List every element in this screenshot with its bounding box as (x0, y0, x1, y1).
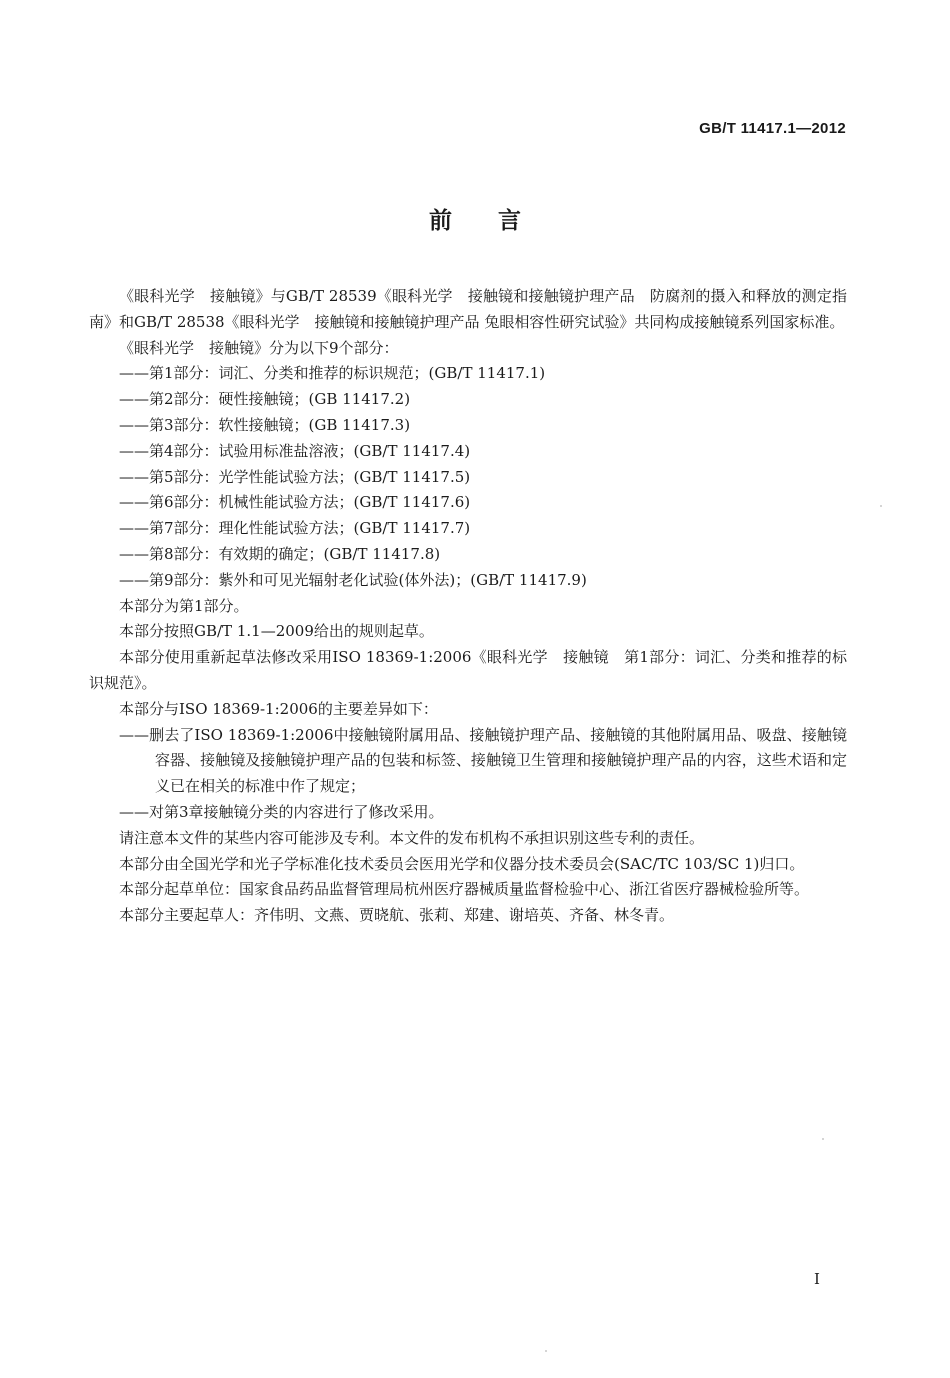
list-item: ——第6部分：机械性能试验方法；(GB/T 11417.6) (119, 493, 471, 512)
list-item: ——删去了ISO 18369-1:2006中接触镜附属用品、接触镜护理产品、接触镜的其他附属用品、吸盘、接触镜容器、接触镜及接触镜护理产品的包装和标签、接触镜卫生管理和接触镜护理产品的内容，这些术语和定义已在相关的标准中作了规定； (119, 725, 847, 796)
foreword-body (89, 284, 847, 929)
parts-list (89, 361, 847, 593)
drafting-organizations: 本部分起草单位：国家食品药品监督管理局杭州医疗器械质量监督检验中心、浙江省医疗器械检验所等。 (119, 880, 810, 899)
patent-notice: 请注意本文件的某些内容可能涉及专利。本文件的发布机构不承担识别这些专利的责任。 (119, 828, 705, 847)
scan-speck (880, 505, 882, 507)
page-number: I (814, 1270, 820, 1288)
differences-intro: 本部分与ISO 18369-1:2006的主要差异如下： (119, 699, 438, 718)
list-item: ——第7部分：理化性能试验方法；(GB/T 11417.7) (119, 519, 471, 538)
drafters: 本部分主要起草人：齐伟明、文燕、贾晓航、张莉、郑建、谢培英、齐备、林冬青。 (119, 906, 675, 925)
parts-intro: 《眼科光学 接触镜》分为以下9个部分： (119, 338, 399, 357)
scan-speck (822, 1138, 824, 1140)
scan-speck (545, 1350, 547, 1352)
list-item: ——第9部分：紫外和可见光辐射老化试验(体外法)；(GB/T 11417.9) (119, 570, 587, 589)
standard-code: GB/T 11417.1—2012 (699, 120, 846, 137)
list-item: ——对第3章接触镜分类的内容进行了修改采用。 (119, 802, 444, 821)
adoption-statement: 本部分使用重新起草法修改采用ISO 18369-1:2006《眼科光学 接触镜 第1部分：词汇、分类和推荐的标识规范》。 (89, 648, 847, 692)
drafting-rules-statement: 本部分按照GB/T 1.1—2009给出的规则起草。 (119, 622, 434, 641)
list-item: ——第1部分：词汇、分类和推荐的标识规范；(GB/T 11417.1) (119, 364, 546, 383)
list-item: ——第4部分：试验用标准盐溶液；(GB/T 11417.4) (119, 441, 471, 460)
list-item: ——第8部分：有效期的确定；(GB/T 11417.8) (119, 544, 441, 563)
page-title: 前言 (429, 208, 567, 234)
differences-list (89, 723, 847, 826)
list-item: ——第3部分：软性接触镜；(GB 11417.3) (119, 415, 411, 434)
intro-paragraph: 《眼科光学 接触镜》与GB/T 28539《眼科光学 接触镜和接触镜护理产品 防腐剂的摄入和释放的测定指南》和GB/T 28538《眼科光学 接触镜和接触镜护理产品 兔眼相容性研究试验》共同构成接触镜系列国家标准。 (89, 287, 847, 331)
list-item: ——第2部分：硬性接触镜；(GB 11417.2) (119, 390, 411, 409)
list-item: ——第5部分：光学性能试验方法；(GB/T 11417.5) (119, 467, 471, 486)
committee-statement: 本部分由全国光学和光子学标准化技术委员会医用光学和仪器分技术委员会(SAC/TC 103/SC 1)归口。 (119, 854, 805, 873)
part-statement: 本部分为第1部分。 (119, 596, 249, 615)
